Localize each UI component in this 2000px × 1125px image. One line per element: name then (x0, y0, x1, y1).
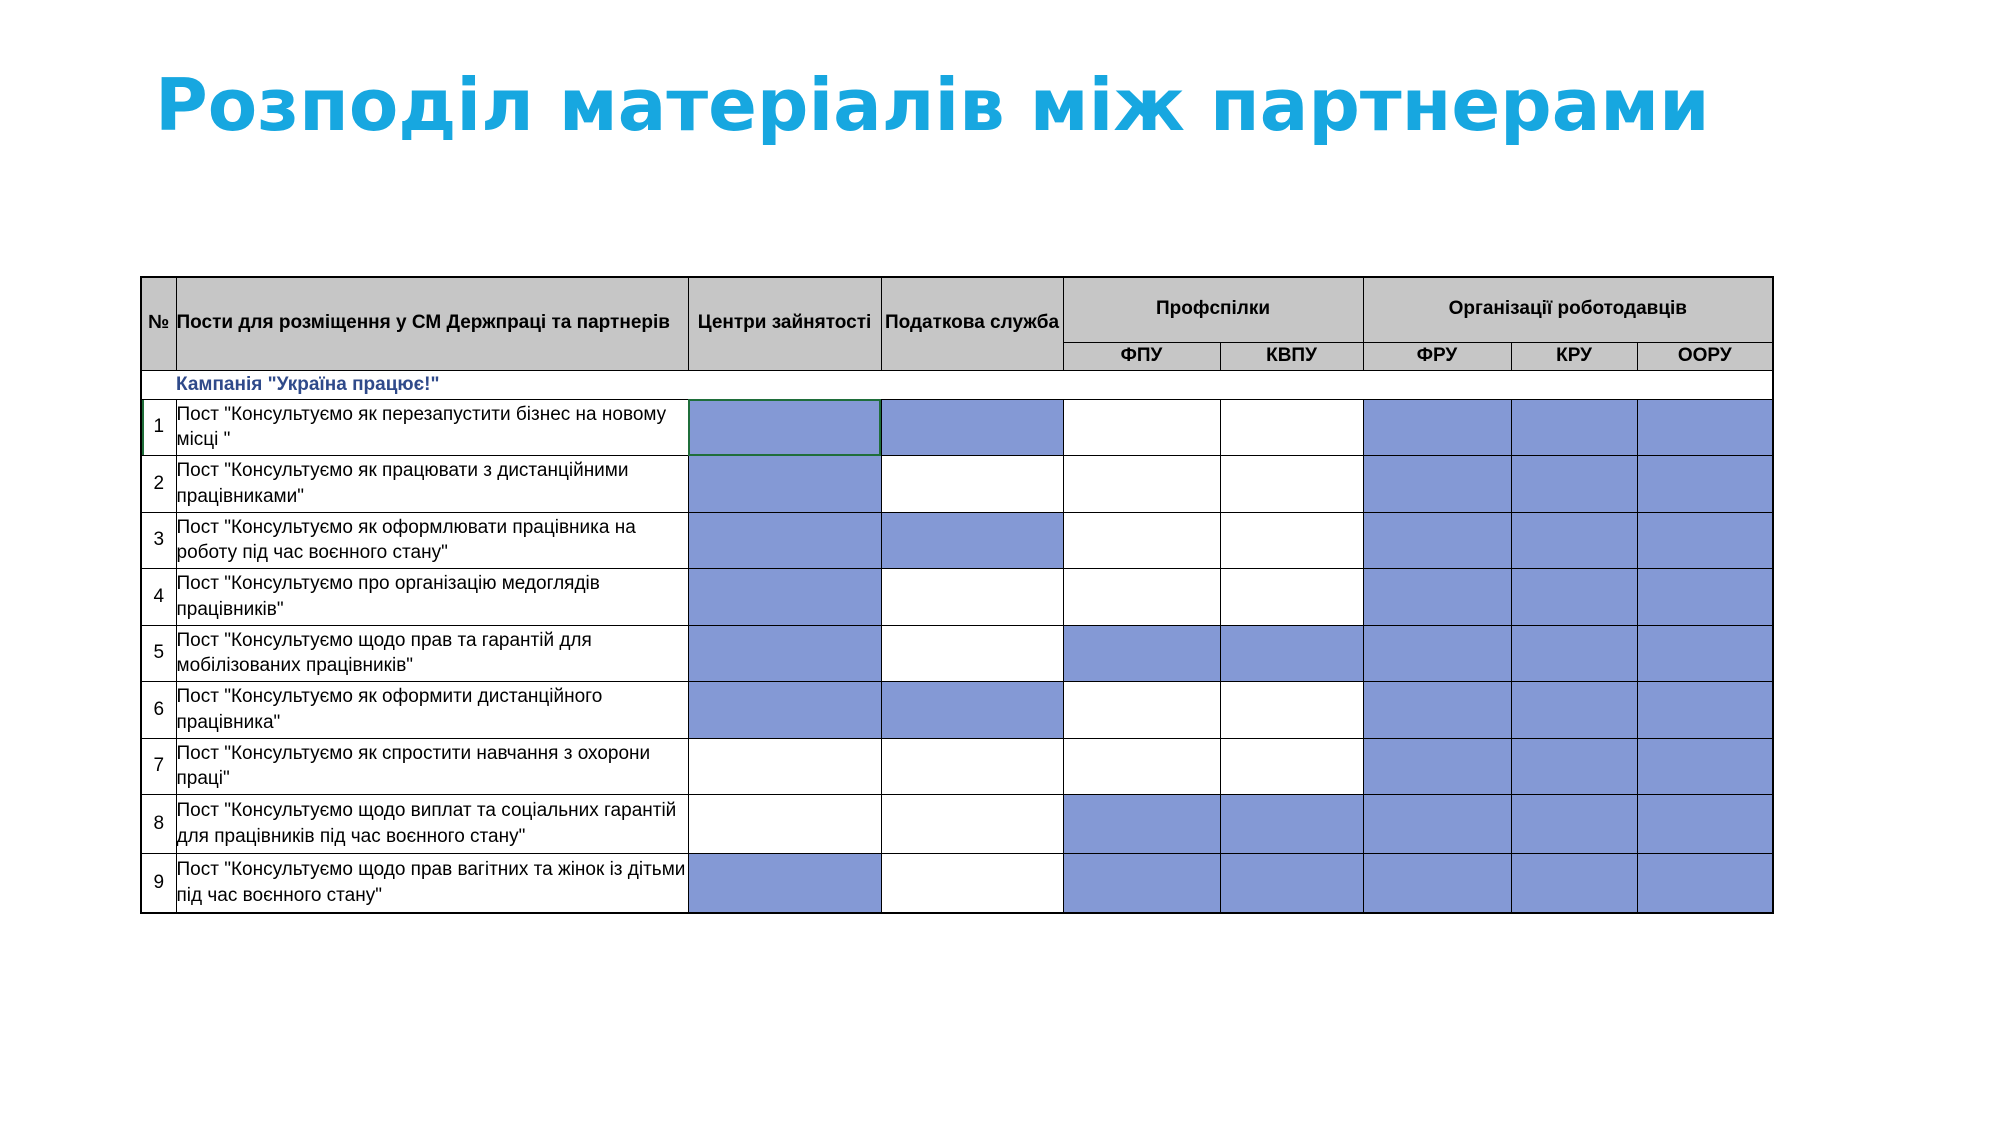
kvpu-mark-cell[interactable] (1220, 399, 1363, 456)
employers-header: Організації роботодавців (1363, 277, 1773, 342)
kvpu-mark-cell[interactable] (1220, 854, 1363, 913)
employment-centers-mark-cell[interactable] (688, 399, 881, 456)
ooru-mark-cell[interactable] (1637, 569, 1773, 626)
kru-mark-cell[interactable] (1511, 456, 1637, 513)
fru-mark-cell[interactable] (1363, 738, 1511, 795)
distribution-table (140, 276, 1774, 914)
post-title-cell[interactable]: Пост "Консультуємо щодо виплат та соціальних гарантій для працівників під час воєнного стану" (176, 795, 688, 854)
table-row (141, 625, 1773, 682)
campaign-num-cell (141, 370, 176, 399)
fru-mark-cell[interactable] (1363, 625, 1511, 682)
row-number[interactable]: 2 (141, 456, 176, 513)
tax-service-mark-cell[interactable] (881, 795, 1063, 854)
table-row (141, 569, 1773, 626)
fru-mark-cell[interactable] (1363, 399, 1511, 456)
kvpu-mark-cell[interactable] (1220, 738, 1363, 795)
kru-mark-cell[interactable] (1511, 512, 1637, 569)
tax-service-mark-cell[interactable] (881, 625, 1063, 682)
table-row (141, 512, 1773, 569)
employment-centers-mark-cell[interactable] (688, 512, 881, 569)
fpu-mark-cell[interactable] (1063, 854, 1220, 913)
fpu-mark-cell[interactable] (1063, 399, 1220, 456)
post-title-cell[interactable]: Пост "Консультуємо як оформлювати працівника на роботу під час воєнного стану" (176, 512, 688, 569)
ooru-mark-cell[interactable] (1637, 625, 1773, 682)
row-number[interactable]: 6 (141, 682, 176, 739)
row-number[interactable]: 9 (141, 854, 176, 913)
fpu-mark-cell[interactable] (1063, 795, 1220, 854)
row-number[interactable]: 1 (141, 399, 176, 456)
fpu-mark-cell[interactable] (1063, 738, 1220, 795)
row-number[interactable]: 8 (141, 795, 176, 854)
kvpu-mark-cell[interactable] (1220, 795, 1363, 854)
fru-mark-cell[interactable] (1363, 854, 1511, 913)
row-number[interactable]: 3 (141, 512, 176, 569)
table-row (141, 399, 1773, 456)
tax-service-header: Податкова служба (881, 277, 1063, 370)
unions-header: Профспілки (1063, 277, 1363, 342)
row-number[interactable]: 5 (141, 625, 176, 682)
campaign-label[interactable]: Кампанія "Україна працює!" (176, 370, 1773, 399)
table-row (141, 682, 1773, 739)
tax-service-mark-cell[interactable] (881, 512, 1063, 569)
fru-mark-cell[interactable] (1363, 682, 1511, 739)
kru-mark-cell[interactable] (1511, 795, 1637, 854)
fru-header: ФРУ (1363, 342, 1511, 370)
ooru-mark-cell[interactable] (1637, 738, 1773, 795)
kru-mark-cell[interactable] (1511, 569, 1637, 626)
kru-mark-cell[interactable] (1511, 682, 1637, 739)
fpu-mark-cell[interactable] (1063, 569, 1220, 626)
slide-title: Розподіл матеріалів між партнерами (155, 63, 1710, 147)
post-title-cell[interactable]: Пост "Консультуємо як працювати з дистанційними працівниками" (176, 456, 688, 513)
table-body (141, 370, 1773, 913)
row-number[interactable]: 7 (141, 738, 176, 795)
fpu-mark-cell[interactable] (1063, 682, 1220, 739)
kvpu-mark-cell[interactable] (1220, 625, 1363, 682)
row-number[interactable]: 4 (141, 569, 176, 626)
kvpu-mark-cell[interactable] (1220, 569, 1363, 626)
post-title-cell[interactable]: Пост "Консультуємо як перезапустити бізнес на новому місці " (176, 399, 688, 456)
ooru-mark-cell[interactable] (1637, 456, 1773, 513)
kvpu-header: КВПУ (1220, 342, 1363, 370)
post-title-cell[interactable]: Пост "Консультуємо як спростити навчання з охорони праці" (176, 738, 688, 795)
ooru-mark-cell[interactable] (1637, 682, 1773, 739)
ooru-mark-cell[interactable] (1637, 854, 1773, 913)
fru-mark-cell[interactable] (1363, 795, 1511, 854)
tax-service-mark-cell[interactable] (881, 738, 1063, 795)
num-header: № (141, 277, 176, 370)
table-row (141, 456, 1773, 513)
employment-centers-header: Центри зайнятості (688, 277, 881, 370)
table-row (141, 795, 1773, 854)
ooru-mark-cell[interactable] (1637, 795, 1773, 854)
fpu-mark-cell[interactable] (1063, 625, 1220, 682)
post-title-cell[interactable]: Пост "Консультуємо як оформити дистанційного працівника" (176, 682, 688, 739)
fru-mark-cell[interactable] (1363, 456, 1511, 513)
ooru-header: ООРУ (1637, 342, 1773, 370)
tax-service-mark-cell[interactable] (881, 854, 1063, 913)
fpu-mark-cell[interactable] (1063, 456, 1220, 513)
kvpu-mark-cell[interactable] (1220, 682, 1363, 739)
post-title-cell[interactable]: Пост "Консультуємо щодо прав вагітних та жінок із дітьми під час воєнного стану" (176, 854, 688, 913)
ooru-mark-cell[interactable] (1637, 399, 1773, 456)
kvpu-mark-cell[interactable] (1220, 456, 1363, 513)
kru-mark-cell[interactable] (1511, 854, 1637, 913)
kru-mark-cell[interactable] (1511, 738, 1637, 795)
kru-mark-cell[interactable] (1511, 625, 1637, 682)
employment-centers-mark-cell[interactable] (688, 682, 881, 739)
table-row (141, 854, 1773, 913)
tax-service-mark-cell[interactable] (881, 569, 1063, 626)
fpu-mark-cell[interactable] (1063, 512, 1220, 569)
employment-centers-mark-cell[interactable] (688, 738, 881, 795)
fru-mark-cell[interactable] (1363, 512, 1511, 569)
employment-centers-mark-cell[interactable] (688, 795, 881, 854)
fpu-header: ФПУ (1063, 342, 1220, 370)
kru-header: КРУ (1511, 342, 1637, 370)
campaign-row (141, 370, 1773, 399)
posts-header: Пости для розміщення у СМ Держпраці та партнерів (176, 277, 688, 370)
employment-centers-mark-cell[interactable] (688, 854, 881, 913)
kvpu-mark-cell[interactable] (1220, 512, 1363, 569)
ooru-mark-cell[interactable] (1637, 512, 1773, 569)
employment-centers-mark-cell[interactable] (688, 569, 881, 626)
kru-mark-cell[interactable] (1511, 399, 1637, 456)
table-row (141, 738, 1773, 795)
post-title-cell[interactable]: Пост "Консультуємо щодо прав та гарантій для мобілізованих працівників" (176, 625, 688, 682)
tax-service-mark-cell[interactable] (881, 399, 1063, 456)
post-title-cell[interactable]: Пост "Консультуємо про організацію медоглядів працівників" (176, 569, 688, 626)
employment-centers-mark-cell[interactable] (688, 625, 881, 682)
fru-mark-cell[interactable] (1363, 569, 1511, 626)
tax-service-mark-cell[interactable] (881, 456, 1063, 513)
employment-centers-mark-cell[interactable] (688, 456, 881, 513)
tax-service-mark-cell[interactable] (881, 682, 1063, 739)
